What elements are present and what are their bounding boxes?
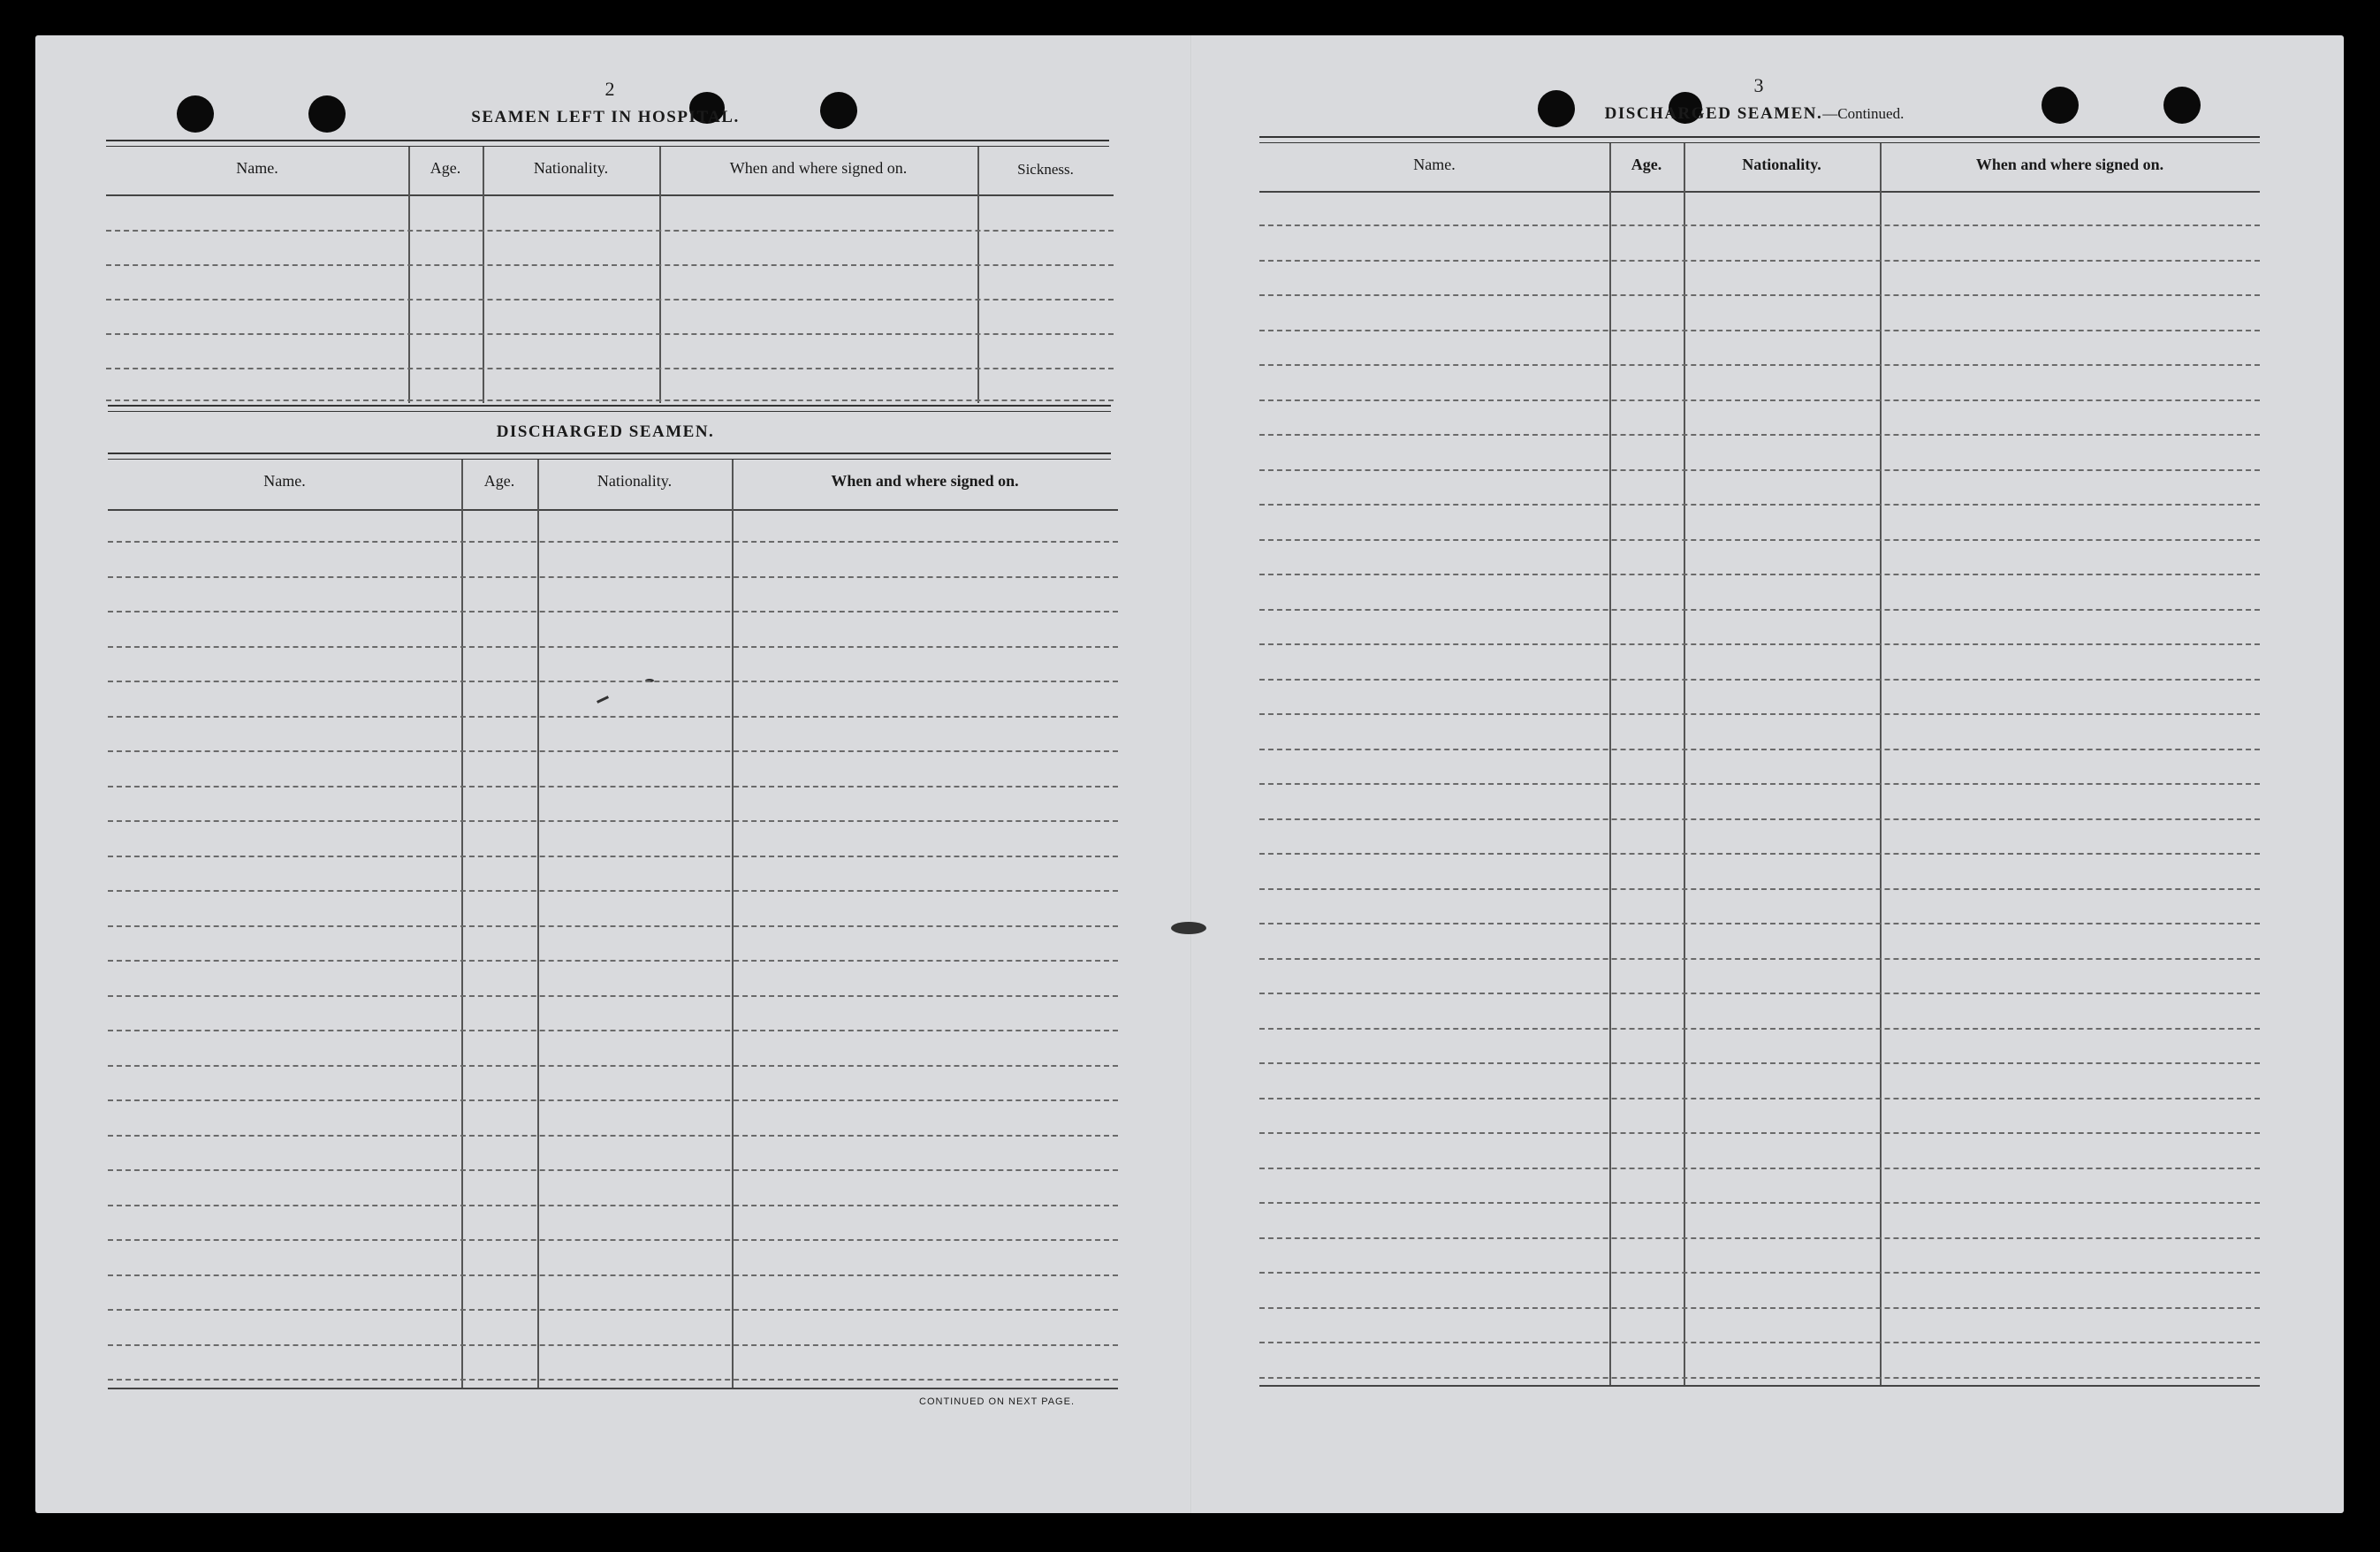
- punch-hole: [2163, 87, 2201, 124]
- table-header: [106, 147, 1114, 196]
- entry-line: [108, 576, 1118, 578]
- column-divider: [408, 147, 410, 403]
- entry-line: [1259, 1342, 2260, 1343]
- table-header: [1259, 143, 2260, 193]
- entry-line: [1259, 1202, 2260, 1204]
- entry-line: [1259, 1168, 2260, 1169]
- discharged-continued-title: [1489, 104, 2019, 124]
- entry-line: [1259, 783, 2260, 785]
- entry-line: [108, 716, 1118, 718]
- column-header-name: Name.: [1413, 156, 1456, 173]
- hospital-table: [106, 147, 1114, 412]
- discharged-section-title: DISCHARGED SEAMEN.: [496, 422, 715, 441]
- discharged-continued-table: [1259, 143, 2260, 1394]
- column-header-age: Age.: [1631, 156, 1662, 173]
- entry-line: [1259, 1132, 2260, 1134]
- entry-line: [106, 368, 1114, 369]
- entry-line: [108, 646, 1118, 648]
- entry-line: [1259, 539, 2260, 541]
- column-header-nationality: Nationality.: [597, 472, 673, 490]
- entry-line: [1259, 1272, 2260, 1274]
- discharged-table: [108, 460, 1118, 1392]
- entry-line: [1259, 818, 2260, 820]
- entry-line: [1259, 713, 2260, 715]
- column-header-name: Name.: [263, 472, 306, 490]
- entry-line: [1259, 749, 2260, 750]
- entry-line: [1259, 469, 2260, 471]
- entry-line: [1259, 888, 2260, 890]
- center-fold: [1190, 35, 1192, 1513]
- entry-line: [108, 856, 1118, 857]
- entry-line: [1259, 923, 2260, 924]
- column-header-sickness: Sickness.: [1017, 161, 1074, 178]
- page-number: 2: [605, 78, 615, 100]
- entry-line: [1259, 643, 2260, 645]
- punch-hole: [177, 95, 214, 133]
- entry-line: [1259, 364, 2260, 366]
- entry-line: [108, 1099, 1118, 1101]
- entry-line: [108, 1030, 1118, 1031]
- continued-note: CONTINUED ON NEXT PAGE.: [919, 1396, 1076, 1407]
- entry-line: [108, 786, 1118, 787]
- entry-line: [108, 1239, 1118, 1241]
- punch-hole: [308, 95, 346, 133]
- entry-line: [1259, 434, 2260, 436]
- page-number: 3: [1753, 74, 1764, 96]
- entry-line: [108, 541, 1118, 543]
- entry-line: [108, 1274, 1118, 1276]
- ink-blot: [1171, 922, 1206, 934]
- column-divider: [461, 460, 463, 1388]
- entry-line: [108, 1135, 1118, 1137]
- column-header-age: Age.: [430, 159, 461, 177]
- entry-line: [1259, 1098, 2260, 1099]
- column-divider: [659, 147, 661, 403]
- column-header-nationality: Nationality.: [1742, 156, 1821, 173]
- entry-line: [108, 1379, 1118, 1381]
- entry-line: [108, 820, 1118, 822]
- column-header-signed-on: When and where signed on.: [831, 472, 1019, 490]
- entry-line: [106, 399, 1114, 401]
- entry-line: [1259, 958, 2260, 960]
- entry-line: [1259, 1307, 2260, 1309]
- table-header: [108, 460, 1118, 511]
- column-header-signed-on: When and where signed on.: [1975, 156, 2164, 173]
- entry-line: [1259, 1377, 2260, 1379]
- entry-line: [1259, 504, 2260, 506]
- column-header-nationality: Nationality.: [533, 159, 609, 177]
- column-divider: [483, 147, 484, 403]
- entry-line: [1259, 294, 2260, 296]
- column-header-age: Age.: [483, 472, 515, 490]
- entry-line: [108, 750, 1118, 752]
- column-divider: [537, 460, 539, 1388]
- entry-line: [1259, 1062, 2260, 1064]
- entry-line: [108, 960, 1118, 962]
- entry-line: [1259, 224, 2260, 226]
- entry-line: [1259, 993, 2260, 994]
- column-header-signed-on: When and where signed on.: [729, 159, 908, 177]
- title-suffix: —Continued.: [1822, 105, 1905, 122]
- title-main: DISCHARGED SEAMEN.: [1604, 104, 1823, 123]
- entry-line: [1259, 574, 2260, 575]
- title-rule: [1259, 136, 2260, 143]
- punch-hole: [2042, 87, 2079, 124]
- entry-line: [108, 1169, 1118, 1171]
- hospital-section-title: SEAMEN LEFT IN HOSPITAL.: [471, 108, 740, 126]
- entry-line: [106, 299, 1114, 301]
- entry-line: [1259, 679, 2260, 681]
- title-rule: [106, 140, 1109, 147]
- entry-line: [108, 890, 1118, 892]
- entry-line: [108, 995, 1118, 997]
- column-divider: [977, 147, 979, 403]
- column-header-name: Name.: [236, 159, 278, 177]
- entry-line: [108, 1065, 1118, 1067]
- entry-line: [1259, 399, 2260, 401]
- entry-line: [1259, 609, 2260, 611]
- entry-line: [1259, 260, 2260, 262]
- section-rule: [108, 405, 1111, 412]
- title-rule: [108, 453, 1111, 460]
- table-bottom-rule: [1259, 1385, 2260, 1387]
- entry-line: [108, 925, 1118, 927]
- entry-line: [1259, 330, 2260, 331]
- entry-line: [106, 333, 1114, 335]
- entry-line: [106, 230, 1114, 232]
- entry-line: [1259, 1237, 2260, 1239]
- entry-line: [108, 1205, 1118, 1206]
- table-bottom-rule: [108, 1388, 1118, 1389]
- entry-line: [1259, 1028, 2260, 1030]
- entry-line: [1259, 853, 2260, 855]
- column-divider: [732, 460, 734, 1388]
- entry-line: [106, 264, 1114, 266]
- entry-line: [108, 1344, 1118, 1346]
- entry-line: [108, 1309, 1118, 1311]
- entry-line: [108, 681, 1118, 682]
- entry-line: [108, 611, 1118, 612]
